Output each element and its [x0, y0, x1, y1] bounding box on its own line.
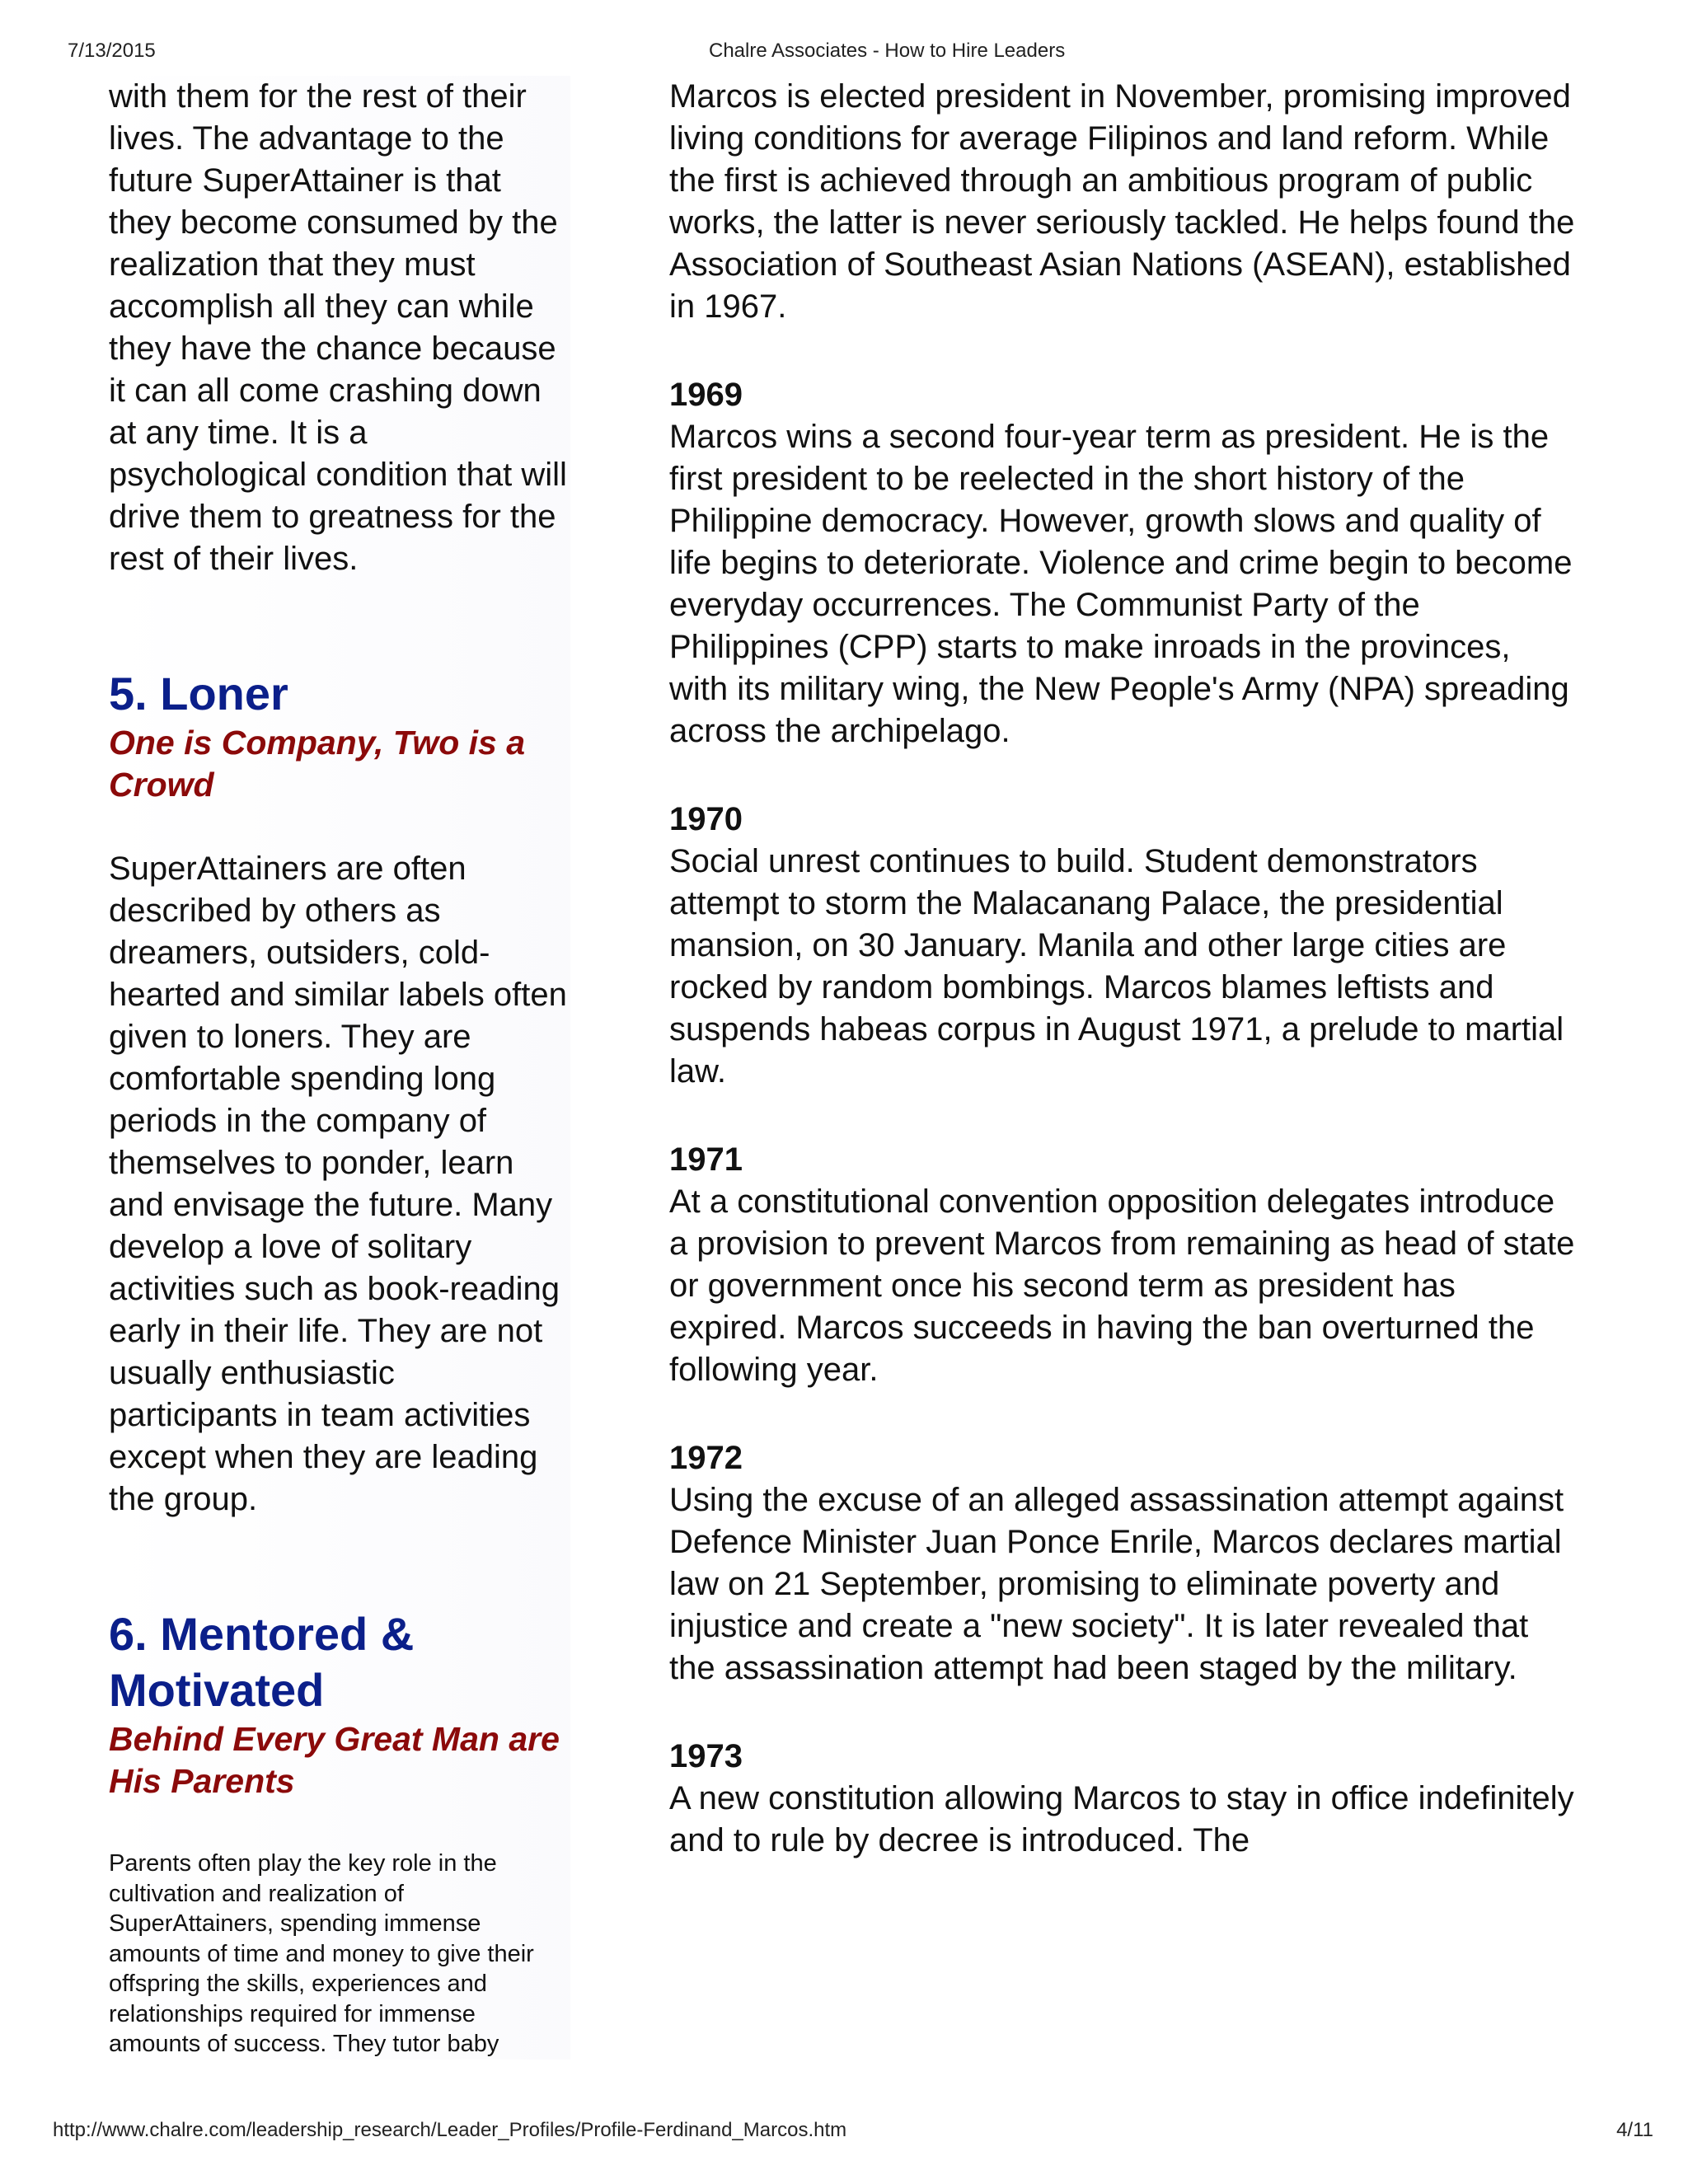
print-title: Chalre Associates - How to Hire Leaders — [709, 40, 1066, 62]
timeline-intro-paragraph: Marcos is elected president in November, promising improved living conditions for average Filipinos and land reform. While the first is achieved through an ambitious program of public works, the latter is never seriously tackled. He helps found the Association of Southeast Asian Nations (ASEAN), established in 1967. — [669, 78, 1575, 325]
timeline-year-1970: 1970 — [669, 801, 743, 837]
print-url: http://www.chalre.com/leadership_research/Leader_Profiles/Profile-Ferdinand_Marcos.htm — [53, 2119, 847, 2141]
right-column — [669, 76, 1576, 1862]
section-6-paragraph: Parents often play the key role in the cultivation and realization of SuperAttainers, spending immense amounts of time and money to give their offspring the skills, experiences and relationships required for immense amounts of success. They tutor baby — [109, 1850, 534, 2057]
timeline-text-1969: Marcos wins a second four-year term as president. He is the first president to be reelected in the short history of the Philippine democracy. However, growth slows and quality of life begins to deteriorate. Violence and crime begin to become everyday occurrences. The Communist Party of the Philippines (CPP) starts to make inroads in the provinces, with its military wing, the New People's Army (NPA) spreading across the archipelago. — [669, 419, 1573, 749]
section-6-title: 6. Mentored & Motivated — [109, 1608, 415, 1716]
print-header — [0, 40, 1688, 66]
print-footer — [0, 2119, 1688, 2145]
page-number: 4/11 — [1616, 2119, 1653, 2141]
section-6-subtitle: Behind Every Great Man are His Parents — [109, 1720, 560, 1800]
section-5-paragraph: SuperAttainers are often described by others as dreamers, outsiders, cold-hearted and similar labels often given to loners. They are comfortable spending long periods in the company of themselves to ponder, learn and envisage the future. Many develop a love of solitary activities such as book-reading early in their life. They are not usually enthusiastic participants in team activities except when they are leading the group. — [109, 851, 567, 1517]
timeline-year-1973: 1973 — [669, 1738, 743, 1774]
left-column — [109, 76, 570, 2060]
timeline-text-1970: Social unrest continues to build. Student demonstrators attempt to storm the Malacanang Palace, the presidential mansion, on 30 January. Manila and other large cities are rocked by random bombings. Marcos blames leftists and suspends habeas corpus in August 1971, a prelude to martial law. — [669, 843, 1564, 1090]
left-intro-paragraph: with them for the rest of their lives. The advantage to the future SuperAttainer is that they become consumed by the realization that they must accomplish all they can while they have the chance because it can all come crashing down at any time. It is a psychological condition that will drive them to greatness for the rest of their lives. — [109, 78, 567, 577]
timeline-text-1973: A new constitution allowing Marcos to stay in office indefinitely and to rule by decree is introduced. The — [669, 1780, 1574, 1858]
section-5-title: 5. Loner — [109, 668, 288, 719]
section-5-subtitle: One is Company, Two is a Crowd — [109, 724, 526, 804]
timeline-year-1972: 1972 — [669, 1440, 743, 1476]
timeline-text-1971: At a constitutional convention opposition delegates introduce a provision to prevent Marcos from remaining as head of state or government once his second term as president has expired. Marcos succeeds in having the ban overturned the following year. — [669, 1183, 1575, 1388]
timeline-year-1969: 1969 — [669, 377, 743, 413]
timeline-year-1971: 1971 — [669, 1141, 743, 1178]
print-date: 7/13/2015 — [68, 40, 156, 62]
timeline-text-1972: Using the excuse of an alleged assassination attempt against Defence Minister Juan Ponce Enrile, Marcos declares martial law on 21 September, promising to eliminate poverty and injustice and create a "new society". It is later revealed that the assassination attempt had been staged by the military. — [669, 1482, 1564, 1686]
